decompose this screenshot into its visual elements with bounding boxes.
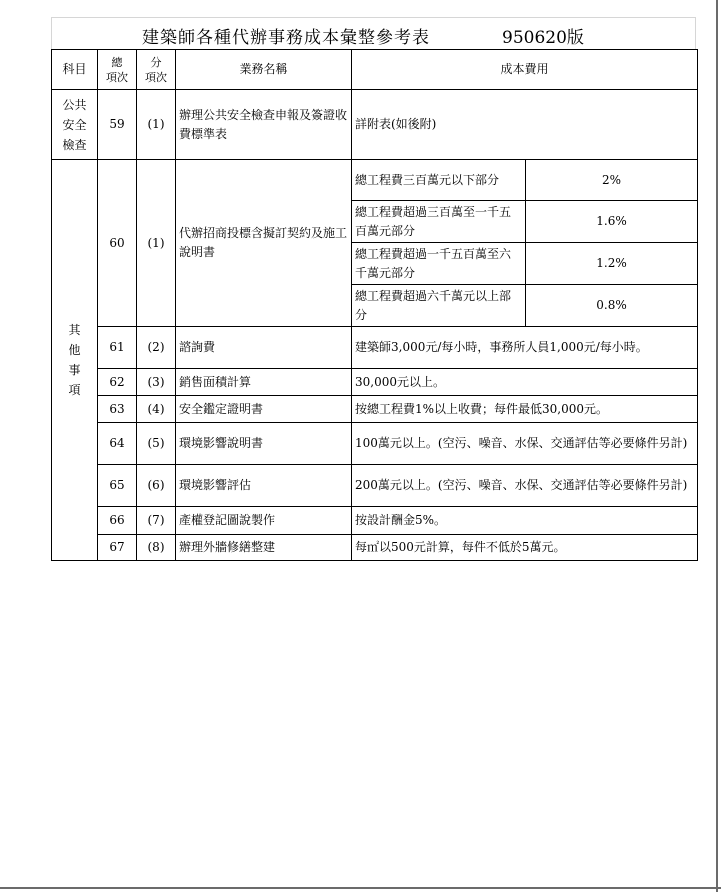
table-row bbox=[52, 396, 698, 423]
table-row bbox=[52, 507, 698, 535]
business-name: 代辦招商投標含擬訂契約及施工說明書 bbox=[176, 160, 352, 327]
tier-rate: 2% bbox=[526, 160, 698, 201]
version-label: 950620版 bbox=[502, 28, 584, 48]
sub-item-number: (2) bbox=[137, 327, 176, 369]
tier-rate: 0.8% bbox=[526, 285, 698, 327]
total-item-number: 65 bbox=[98, 465, 137, 507]
header-total-item: 總 項次 bbox=[98, 50, 137, 90]
category-public-safety: 公共 安全 檢查 bbox=[52, 90, 98, 160]
total-item-number: 64 bbox=[98, 423, 137, 465]
table-row bbox=[52, 90, 698, 160]
table-row bbox=[52, 369, 698, 396]
total-item-number: 61 bbox=[98, 327, 137, 369]
cost-description: 詳附表(如後附) bbox=[352, 90, 698, 160]
sub-item-number: (4) bbox=[137, 396, 176, 423]
cost-description: 按設計酬金5%。 bbox=[352, 507, 698, 535]
business-name: 辦理公共安全檢查申報及簽證收費標準表 bbox=[176, 90, 352, 160]
header-sub-item: 分 項次 bbox=[137, 50, 176, 90]
business-name: 環境影響評估 bbox=[176, 465, 352, 507]
table-row bbox=[52, 160, 698, 201]
cost-description: 30,000元以上。 bbox=[352, 369, 698, 396]
sub-item-number: (7) bbox=[137, 507, 176, 535]
table-row bbox=[52, 423, 698, 465]
sub-item-number: (8) bbox=[137, 535, 176, 561]
cost-table bbox=[51, 49, 698, 561]
total-item-number: 62 bbox=[98, 369, 137, 396]
tier-condition: 總工程費超過六千萬元以上部分 bbox=[352, 285, 526, 327]
title-row bbox=[51, 17, 696, 49]
tier-rate: 1.6% bbox=[526, 201, 698, 243]
cost-description: 按總工程費1%以上收費；每件最低30,000元。 bbox=[352, 396, 698, 423]
tier-condition: 總工程費超過三百萬至一千五百萬元部分 bbox=[352, 201, 526, 243]
business-name: 環境影響說明書 bbox=[176, 423, 352, 465]
total-item-number: 67 bbox=[98, 535, 137, 561]
total-item-number: 59 bbox=[98, 90, 137, 160]
table-row bbox=[52, 327, 698, 369]
business-name: 產權登記圖說製作 bbox=[176, 507, 352, 535]
header-cost: 成本費用 bbox=[352, 50, 698, 90]
page-bottom-edge bbox=[0, 887, 721, 889]
document-title: 建築師各種代辦事務成本彙整參考表 bbox=[142, 28, 430, 48]
sub-item-number: (1) bbox=[137, 90, 176, 160]
business-name: 諮詢費 bbox=[176, 327, 352, 369]
table-row bbox=[52, 535, 698, 561]
tier-condition: 總工程費三百萬元以下部分 bbox=[352, 160, 526, 201]
sub-item-number: (3) bbox=[137, 369, 176, 396]
sub-item-number: (1) bbox=[137, 160, 176, 327]
header-business-name: 業務名稱 bbox=[176, 50, 352, 90]
tier-rate: 1.2% bbox=[526, 243, 698, 285]
page-right-edge bbox=[716, 0, 718, 892]
cost-description: 每㎡以500元計算，每件不低於5萬元。 bbox=[352, 535, 698, 561]
header-row bbox=[52, 50, 698, 90]
business-name: 銷售面積計算 bbox=[176, 369, 352, 396]
header-category: 科目 bbox=[52, 50, 98, 90]
tier-condition: 總工程費超過一千五百萬至六千萬元部分 bbox=[352, 243, 526, 285]
category-other: 其 他 事 項 bbox=[52, 160, 98, 561]
table-row bbox=[52, 465, 698, 507]
cost-description: 建築師3,000元/每小時，事務所人員1,000元/每小時。 bbox=[352, 327, 698, 369]
business-name: 安全鑑定證明書 bbox=[176, 396, 352, 423]
total-item-number: 60 bbox=[98, 160, 137, 327]
cost-description: 200萬元以上。(空污、噪音、水保、交通評估等必要條件另計) bbox=[352, 465, 698, 507]
sub-item-number: (6) bbox=[137, 465, 176, 507]
cost-description: 100萬元以上。(空污、噪音、水保、交通評估等必要條件另計) bbox=[352, 423, 698, 465]
total-item-number: 63 bbox=[98, 396, 137, 423]
total-item-number: 66 bbox=[98, 507, 137, 535]
sub-item-number: (5) bbox=[137, 423, 176, 465]
business-name: 辦理外牆修繕整建 bbox=[176, 535, 352, 561]
